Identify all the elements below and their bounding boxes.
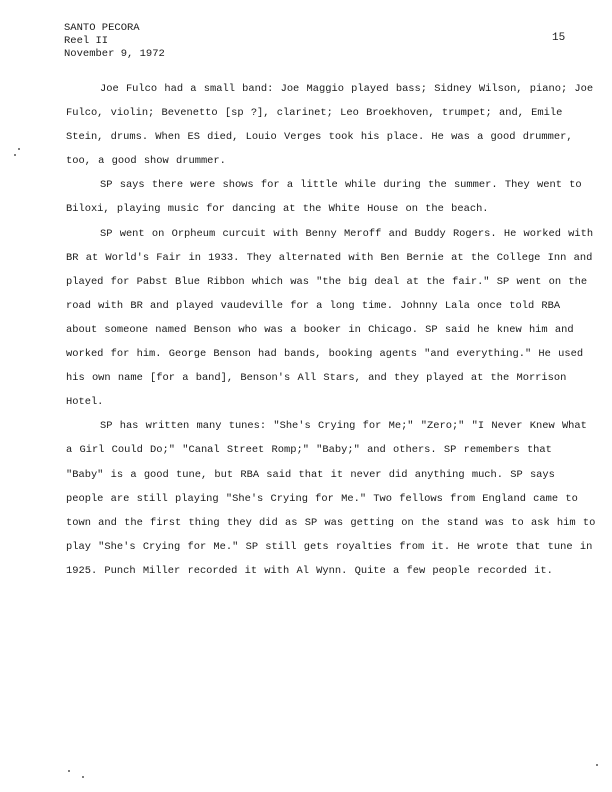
paragraph-orpheum-circuit: SP went on Orpheum curcuit with Benny Meroff and Buddy Rogers. He worked with BR at World's Fair in 1933. They alternated with Ben Bernie at the College Inn and played for Pabst Blue Ribbon which was "the big deal at the fair." SP went on the road with BR and played vaudeville for a long time. Johnny Lala once told RBA about someone named Benson who was a booker in Chicago. SP said he knew him and worked for him. George Benson had bands, booking agents "and everything." He used his own name [for a band], Benson's All Stars, and they played at the Morrison Hotel. <box>66 227 594 409</box>
transcript-body <box>66 77 596 583</box>
scan-speck <box>596 764 598 766</box>
scan-speck <box>18 148 20 150</box>
paragraph-tunes-written: SP has written many tunes: "She's Crying for Me;" "Zero;" "I Never Knew What a Girl Could Do;" "Canal Street Romp;" "Baby;" and others. SP remembers that "Baby" is a good tune, but RBA said that it never did anything much. SP says people are still playing "She's Crying for Me." Two fellows from England came to town and the first thing they did as SP was getting on the stand was to ask him to play "She's Crying for Me." SP still gets royalties from it. He wrote that tune in 1925. Punch Miller recorded it with Al Wynn. Quite a few people recorded it. <box>66 420 596 577</box>
scan-speck <box>14 154 16 156</box>
page-number: 15 <box>552 32 566 44</box>
document-header <box>64 22 165 61</box>
scan-speck <box>82 776 84 778</box>
paragraph-joe-fulco-band: Joe Fulco had a small band: Joe Maggio played bass; Sidney Wilson, piano; Joe Fulco, violin; Bevenetto [sp ?], clarinet; Leo Broekhoven, trumpet; and, Emile Stein, drums. When ES died, Louio Verges took his place. He was a good drummer, too, a good show drummer. <box>66 83 594 168</box>
interview-date: November 9, 1972 <box>64 48 165 60</box>
paragraph-summer-shows: SP says there were shows for a little while during the summer. They went to Biloxi, playing music for dancing at the White House on the beach. <box>66 179 582 216</box>
scan-speck <box>68 770 70 772</box>
reel-label: Reel II <box>64 35 109 47</box>
interviewee-name: SANTO PECORA <box>64 22 140 34</box>
